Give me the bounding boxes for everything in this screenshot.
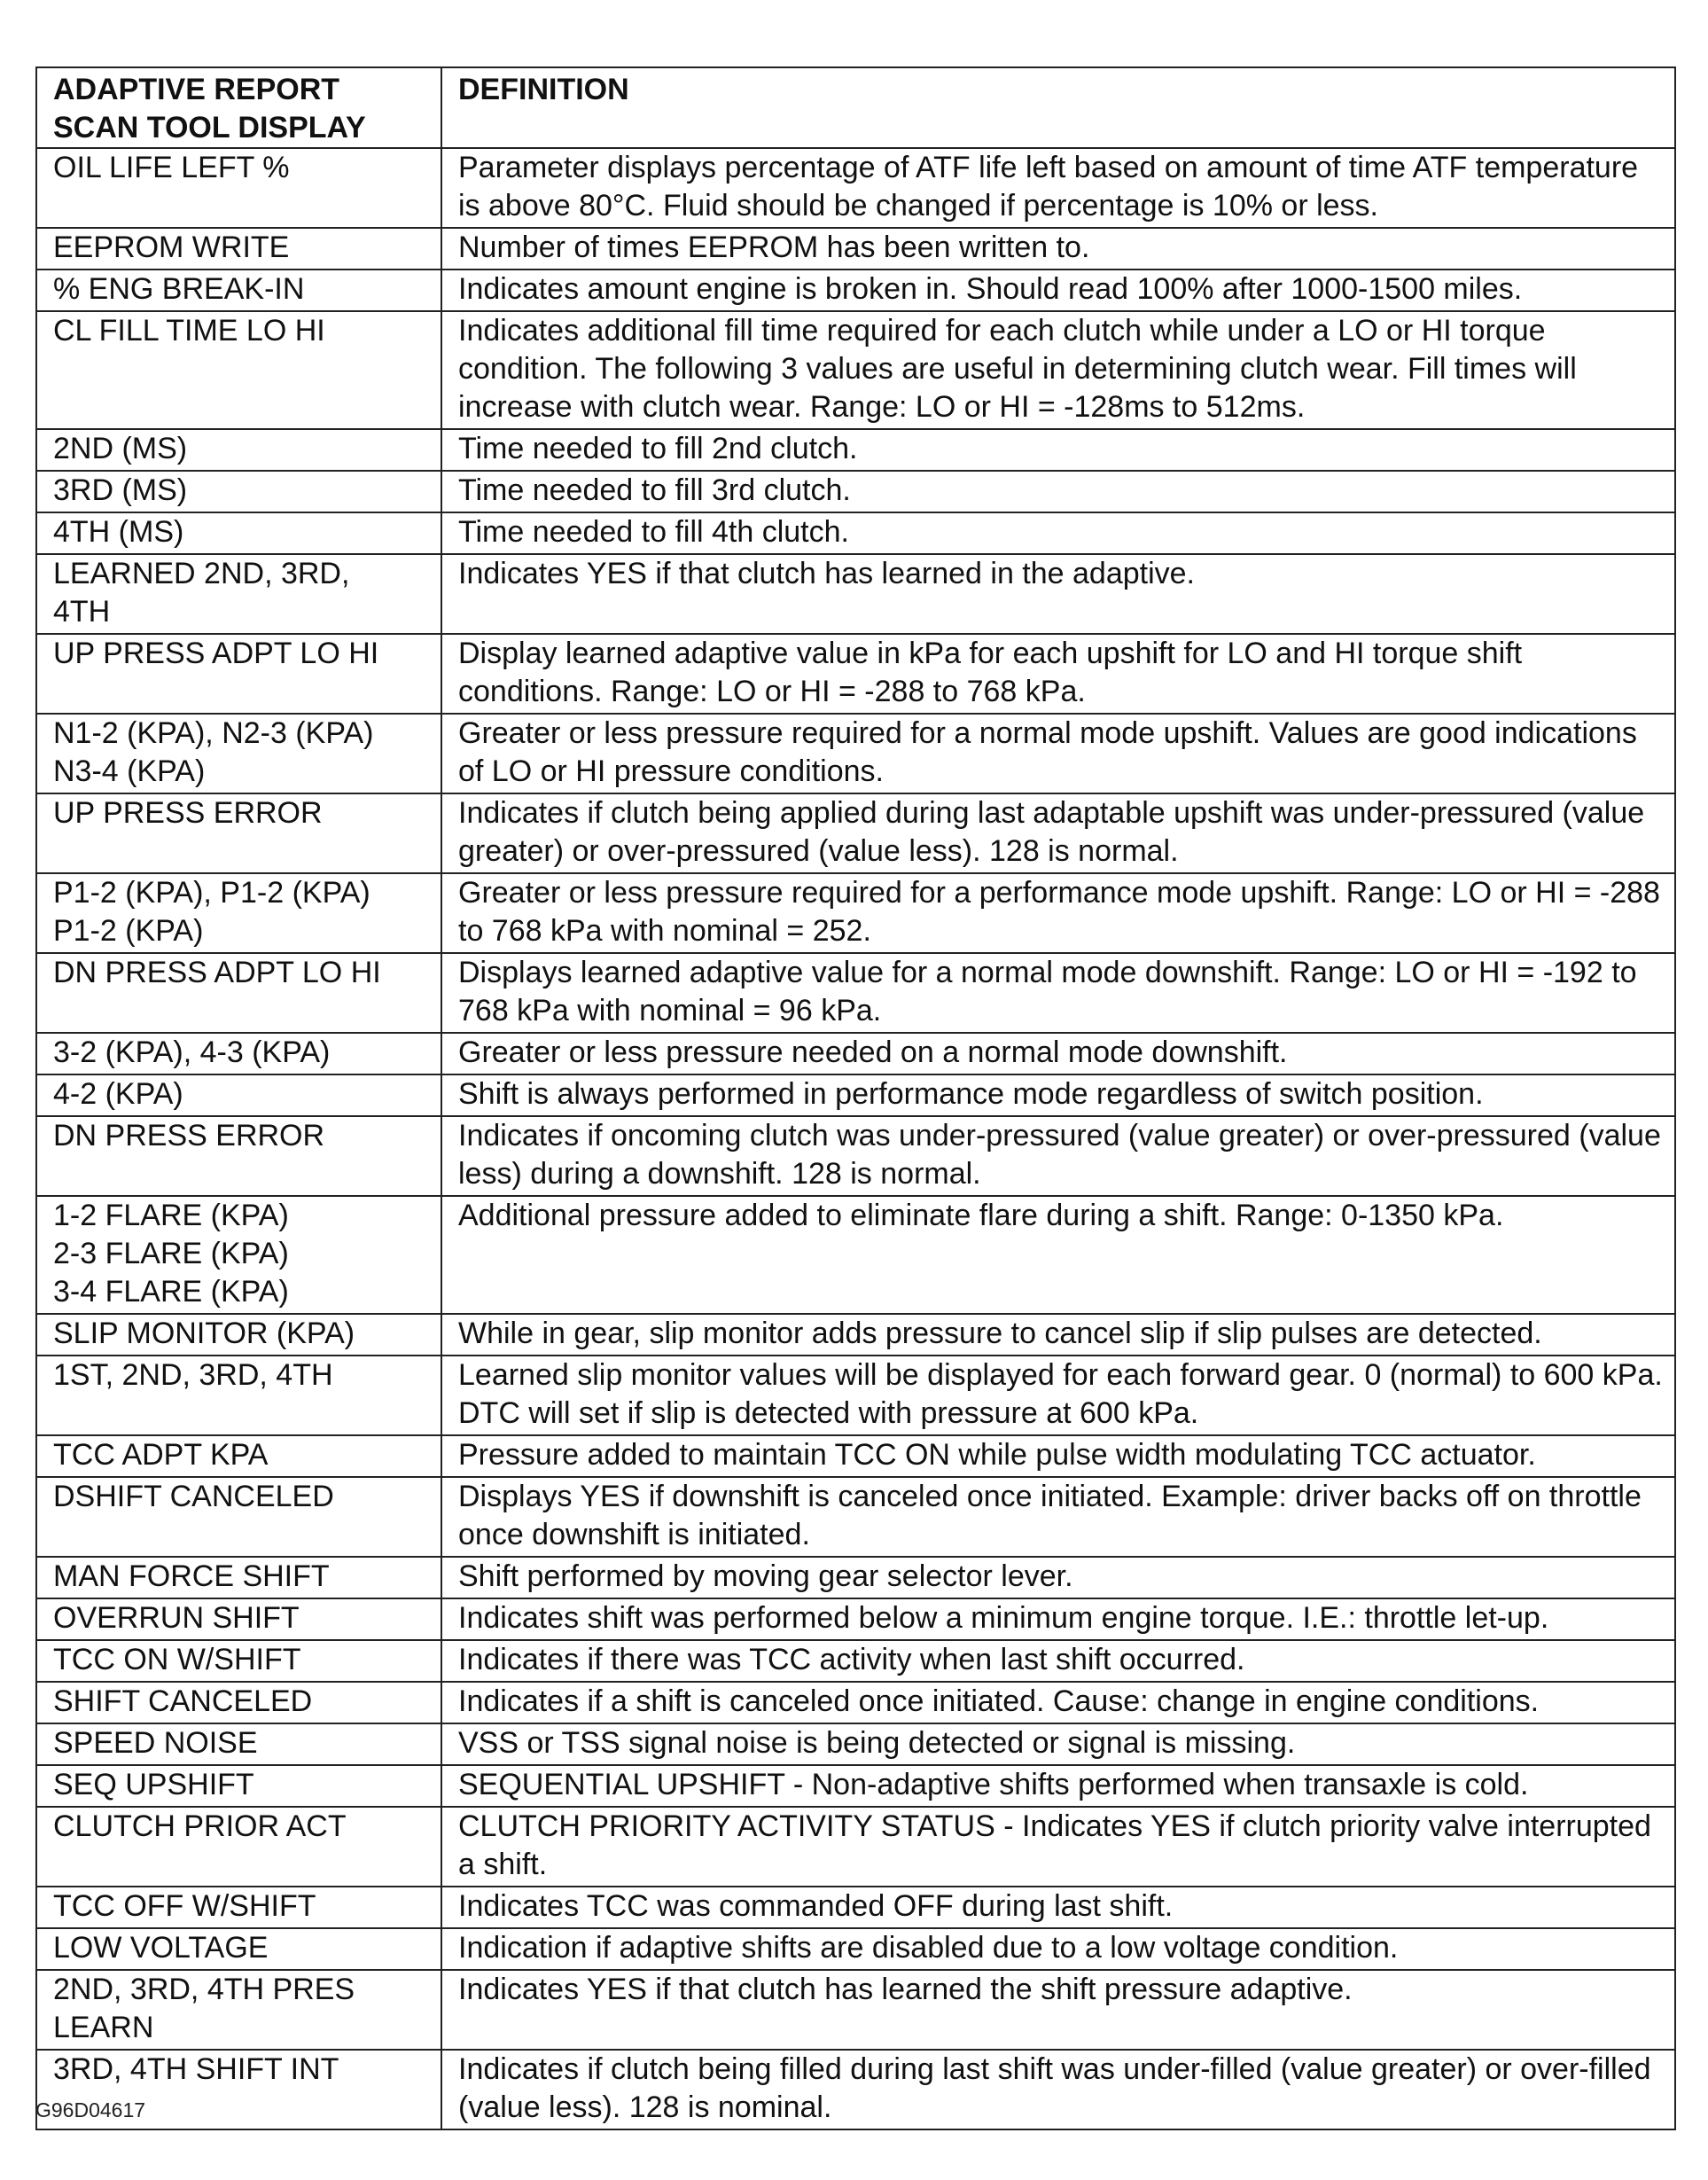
definition-cell: Shift performed by moving gear selector lever. (441, 1557, 1675, 1598)
definition-cell: Displays learned adaptive value for a normal mode downshift. Range: LO or HI = -192 to 768 kPa with nominal = 96 kPa. (441, 953, 1675, 1033)
scan-tool-display-cell (36, 1598, 441, 1640)
table-row (36, 429, 1675, 471)
definition-cell: Time needed to fill 4th clutch. (441, 512, 1675, 554)
definition-cell: Parameter displays percentage of ATF life left based on amount of time ATF temperature is above 80°C. Fluid should be changed if percentage is 10% or less. (441, 148, 1675, 228)
display-name-line: SHIFT CANCELED (53, 1684, 313, 1718)
display-name-line: DSHIFT CANCELED (53, 1480, 334, 1513)
display-name-line: % ENG BREAK-IN (53, 272, 305, 306)
definition-cell: Additional pressure added to eliminate flare during a shift. Range: 0-1350 kPa. (441, 1196, 1675, 1314)
scan-tool-display-cell (36, 1807, 441, 1887)
table-row (36, 1074, 1675, 1116)
definition-cell: VSS or TSS signal noise is being detected or signal is missing. (441, 1723, 1675, 1765)
display-name-line: CLUTCH PRIOR ACT (53, 1809, 347, 1843)
table-row (36, 1970, 1675, 2050)
display-name-line: 2-3 FLARE (KPA) (53, 1237, 289, 1270)
display-name-line: UP PRESS ERROR (53, 796, 323, 830)
scan-tool-display-cell (36, 148, 441, 228)
table-row (36, 1723, 1675, 1765)
definition-cell: Pressure added to maintain TCC ON while pulse width modulating TCC actuator. (441, 1435, 1675, 1477)
definition-cell: CLUTCH PRIORITY ACTIVITY STATUS - Indicates YES if clutch priority valve interrupted a shift. (441, 1807, 1675, 1887)
table-row (36, 1765, 1675, 1807)
scan-tool-display-cell (36, 1887, 441, 1928)
scan-tool-display-cell (36, 714, 441, 793)
table-row (36, 1116, 1675, 1196)
definition-cell: Indicates TCC was commanded OFF during last shift. (441, 1887, 1675, 1928)
table-row (36, 1196, 1675, 1314)
table-row (36, 634, 1675, 714)
display-name-line: 2ND (MS) (53, 432, 188, 465)
definition-cell: Indicates if there was TCC activity when last shift occurred. (441, 1640, 1675, 1682)
scan-tool-display-cell (36, 793, 441, 873)
scan-tool-display-cell (36, 953, 441, 1033)
table-header-row (36, 67, 1675, 148)
scan-tool-display-cell (36, 1356, 441, 1435)
header-scan-tool-display (36, 67, 441, 148)
scan-tool-display-cell (36, 512, 441, 554)
definition-cell: Indicates if a shift is canceled once initiated. Cause: change in engine conditions. (441, 1682, 1675, 1723)
scan-tool-display-cell (36, 634, 441, 714)
scan-tool-display-cell (36, 1116, 441, 1196)
scan-tool-display-cell (36, 1682, 441, 1723)
display-name-line: TCC ON W/SHIFT (53, 1643, 301, 1676)
table-row (36, 793, 1675, 873)
table-row (36, 554, 1675, 634)
scan-tool-display-cell (36, 311, 441, 429)
definition-cell: Greater or less pressure required for a performance mode upshift. Range: LO or HI = -288 to 768 kPa with nominal = 252. (441, 873, 1675, 953)
scan-tool-display-cell (36, 1477, 441, 1557)
display-name-line: 1-2 FLARE (KPA) (53, 1199, 289, 1232)
definition-cell: SEQUENTIAL UPSHIFT - Non-adaptive shifts performed when transaxle is cold. (441, 1765, 1675, 1807)
table-row (36, 1356, 1675, 1435)
table-row (36, 1640, 1675, 1682)
display-name-line: MAN FORCE SHIFT (53, 1559, 330, 1593)
definition-cell: Indicates if clutch being applied during last adaptable upshift was under-pressured (value greater) or over-pressured (value less). 128 is normal. (441, 793, 1675, 873)
definition-cell: Indicates amount engine is broken in. Should read 100% after 1000-1500 miles. (441, 270, 1675, 311)
definition-cell: Greater or less pressure needed on a normal mode downshift. (441, 1033, 1675, 1074)
display-name-line: N3-4 (KPA) (53, 754, 206, 788)
display-name-line: 4-2 (KPA) (53, 1077, 183, 1111)
definition-cell: Indicates if clutch being filled during last shift was under-filled (value greater) or over-filled (value less). 128 is nominal. (441, 2050, 1675, 2129)
scan-tool-display-cell (36, 1196, 441, 1314)
display-name-line: LOW VOLTAGE (53, 1931, 269, 1965)
display-name-line: TCC OFF W/SHIFT (53, 1889, 316, 1923)
display-name-line: OIL LIFE LEFT % (53, 151, 290, 184)
table-row (36, 1807, 1675, 1887)
table-body (36, 148, 1675, 2129)
table-row (36, 471, 1675, 512)
table-row (36, 1033, 1675, 1074)
adaptive-report-table (35, 66, 1676, 2130)
table-row (36, 953, 1675, 1033)
definition-cell: Time needed to fill 3rd clutch. (441, 471, 1675, 512)
scan-tool-display-cell (36, 1314, 441, 1356)
definition-cell: Shift is always performed in performance mode regardless of switch position. (441, 1074, 1675, 1116)
display-name-line: LEARN (53, 2011, 154, 2044)
display-name-line: 4TH (MS) (53, 515, 184, 549)
scan-tool-display-cell (36, 1557, 441, 1598)
definition-cell: Number of times EEPROM has been written to. (441, 228, 1675, 270)
display-name-line: P1-2 (KPA) (53, 914, 204, 948)
display-name-line: CL FILL TIME LO HI (53, 314, 325, 348)
display-name-line: 4TH (53, 595, 111, 629)
display-name-line: P1-2 (KPA), P1-2 (KPA) (53, 876, 370, 910)
scan-tool-display-cell (36, 1970, 441, 2050)
table-row (36, 148, 1675, 228)
table-row (36, 311, 1675, 429)
display-name-line: 1ST, 2ND, 3RD, 4TH (53, 1358, 333, 1392)
definition-cell: Indicates YES if that clutch has learned the shift pressure adaptive. (441, 1970, 1675, 2050)
definition-cell: Display learned adaptive value in kPa for each upshift for LO and HI torque shift conditions. Range: LO or HI = -288 to 768 kPa. (441, 634, 1675, 714)
display-name-line: LEARNED 2ND, 3RD, (53, 557, 350, 590)
table-row (36, 1682, 1675, 1723)
scan-tool-display-cell (36, 554, 441, 634)
header-col1-line1: ADAPTIVE REPORT (53, 73, 340, 106)
display-name-line: EEPROM WRITE (53, 231, 290, 264)
display-name-line: 2ND, 3RD, 4TH PRES (53, 1973, 355, 2006)
definition-cell: Indicates if oncoming clutch was under-pressured (value greater) or over-pressured (value less) during a downshift. 128 is normal. (441, 1116, 1675, 1196)
scan-tool-display-cell (36, 1435, 441, 1477)
scan-tool-display-cell (36, 1765, 441, 1807)
scan-tool-display-cell (36, 1723, 441, 1765)
table-row (36, 1928, 1675, 1970)
scan-tool-display-cell (36, 471, 441, 512)
display-name-line: OVERRUN SHIFT (53, 1601, 300, 1635)
table-row (36, 1598, 1675, 1640)
table-row (36, 1887, 1675, 1928)
table-row (36, 1477, 1675, 1557)
definition-cell: Learned slip monitor values will be displayed for each forward gear. 0 (normal) to 600 kPa. DTC will set if slip is detected with pressure at 600 kPa. (441, 1356, 1675, 1435)
table-row (36, 512, 1675, 554)
definition-cell: Displays YES if downshift is canceled once initiated. Example: driver backs off on throttle once downshift is initiated. (441, 1477, 1675, 1557)
definition-cell: Indicates shift was performed below a minimum engine torque. I.E.: throttle let-up. (441, 1598, 1675, 1640)
table-row (36, 1314, 1675, 1356)
display-name-line: DN PRESS ADPT LO HI (53, 956, 381, 989)
definition-cell: Indicates YES if that clutch has learned in the adaptive. (441, 554, 1675, 634)
table-row (36, 2050, 1675, 2129)
definition-cell: Greater or less pressure required for a normal mode upshift. Values are good indications of LO or HI pressure conditions. (441, 714, 1675, 793)
scan-tool-display-cell (36, 1640, 441, 1682)
display-name-line: N1-2 (KPA), N2-3 (KPA) (53, 716, 374, 750)
scan-tool-display-cell (36, 228, 441, 270)
display-name-line: 3-4 FLARE (KPA) (53, 1275, 289, 1309)
table-row (36, 714, 1675, 793)
scan-tool-display-cell (36, 1928, 441, 1970)
scan-tool-display-cell (36, 1033, 441, 1074)
header-definition: DEFINITION (441, 67, 1675, 148)
definition-cell: Indicates additional fill time required for each clutch while under a LO or HI torque condition. The following 3 values are useful in determining clutch wear. Fill times will increase with clutch wear. Range: LO or HI = -128ms to 512ms. (441, 311, 1675, 429)
display-name-line: SPEED NOISE (53, 1726, 258, 1760)
table-row (36, 228, 1675, 270)
display-name-line: 3RD, 4TH SHIFT INT (53, 2052, 339, 2086)
scan-tool-display-cell (36, 429, 441, 471)
scan-tool-display-cell (36, 1074, 441, 1116)
display-name-line: TCC ADPT KPA (53, 1438, 269, 1472)
table-row (36, 270, 1675, 311)
table-row (36, 873, 1675, 953)
figure-id: G96D04617 (35, 2098, 146, 2121)
display-name-line: DN PRESS ERROR (53, 1119, 325, 1153)
scan-tool-display-cell (36, 270, 441, 311)
display-name-line: SLIP MONITOR (KPA) (53, 1317, 355, 1350)
scan-tool-display-cell (36, 873, 441, 953)
display-name-line: 3RD (MS) (53, 473, 188, 507)
definition-cell: While in gear, slip monitor adds pressure to cancel slip if slip pulses are detected. (441, 1314, 1675, 1356)
display-name-line: SEQ UPSHIFT (53, 1768, 254, 1801)
display-name-line: UP PRESS ADPT LO HI (53, 637, 379, 670)
definition-cell: Time needed to fill 2nd clutch. (441, 429, 1675, 471)
definition-cell: Indication if adaptive shifts are disabled due to a low voltage condition. (441, 1928, 1675, 1970)
header-col1-line2: SCAN TOOL DISPLAY (53, 111, 366, 145)
display-name-line: 3-2 (KPA), 4-3 (KPA) (53, 1035, 331, 1069)
table-row (36, 1435, 1675, 1477)
table-row (36, 1557, 1675, 1598)
